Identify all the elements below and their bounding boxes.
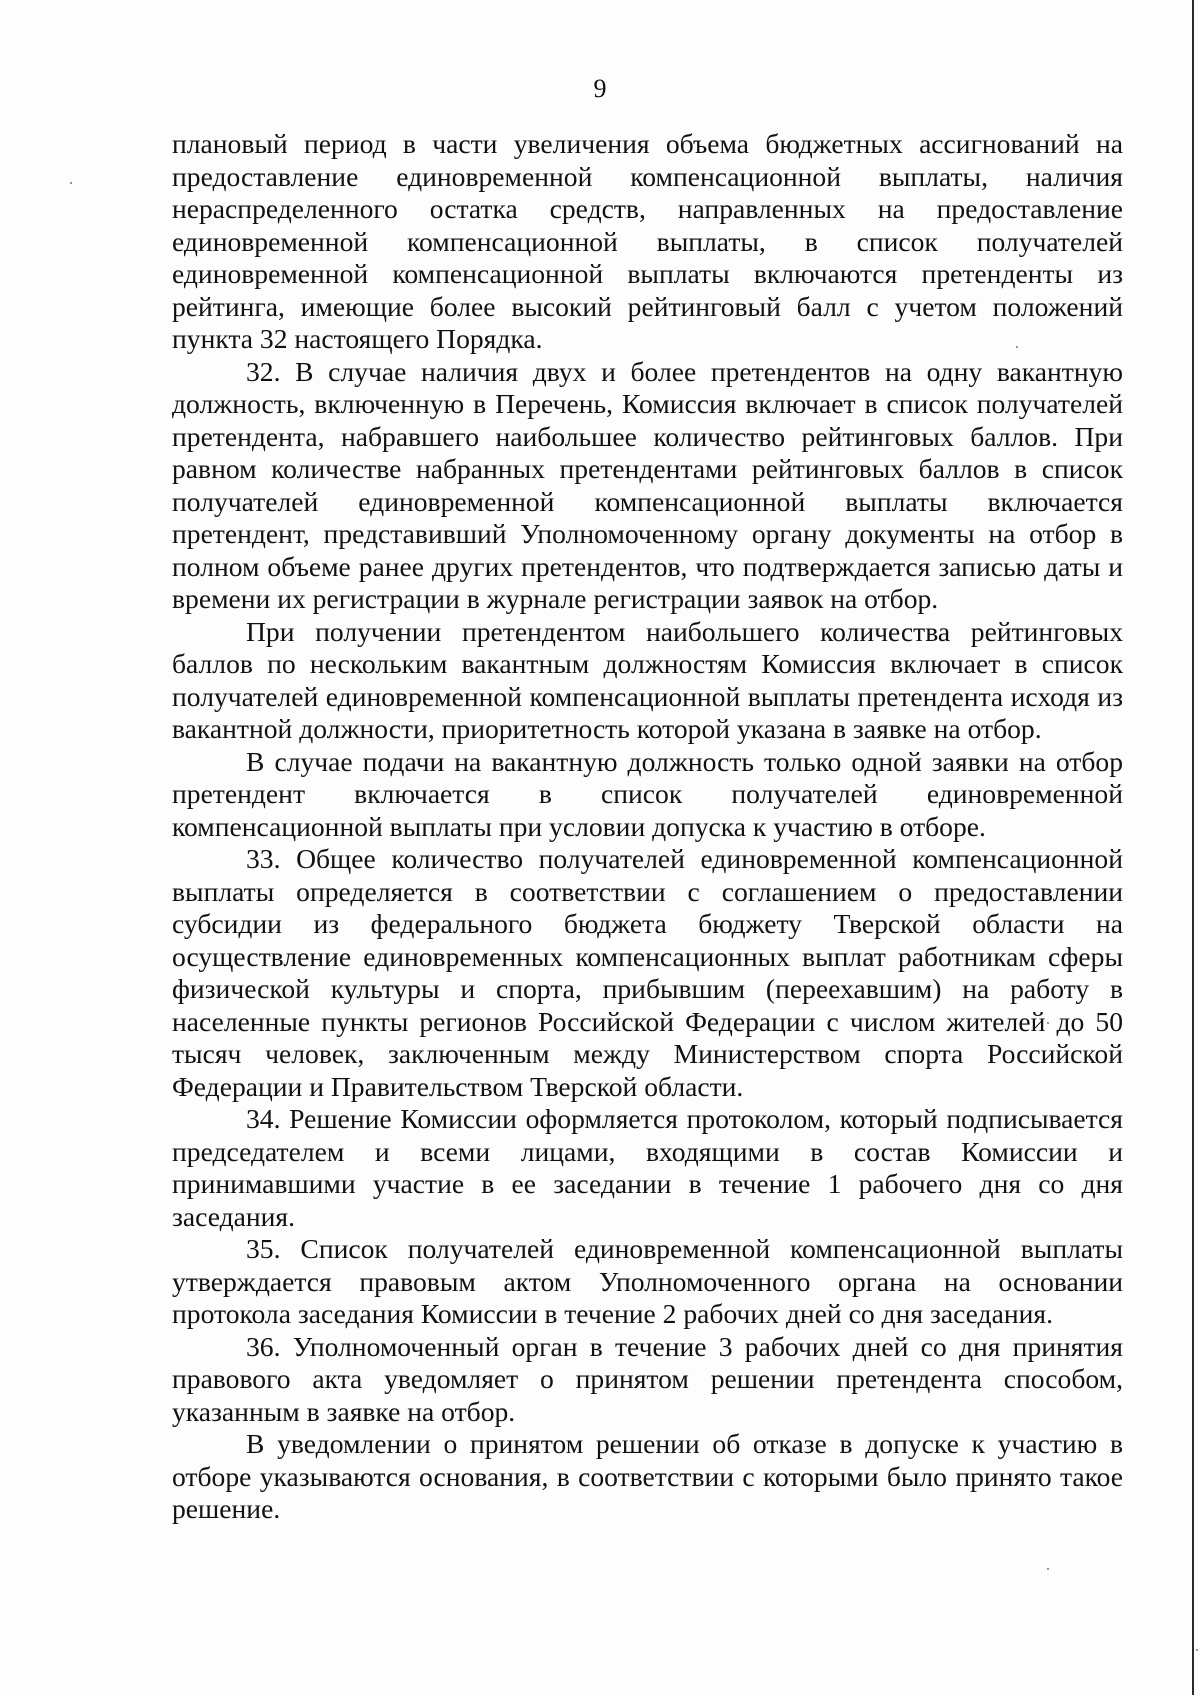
- paragraph-item-32-single-application: В случае подачи на вакантную должность только одной заявки на отбор претендент включается в список получателей единовременной компенсационной выплаты при условии допуска к участию в отборе.: [172, 745, 1123, 842]
- paragraph-item-32-priority: При получении претендентом наибольшего количества рейтинговых баллов по нескольким вакантным должностям Комиссия включает в список получателей единовременной компенсационной выплаты претендента исходя из вакантной должности, приоритетность которой указана в заявке на отбор.: [172, 615, 1123, 744]
- paragraph-continuation: плановый период в части увеличения объема бюджетных ассигнований на предоставление единовременной компенсационной выплаты, наличия нераспределенного остатка средств, направленных на предоставление единовременной компенсационной выплаты, в список получателей единовременной компенсационной выплаты включаются претенденты из рейтинга, имеющие более высокий рейтинговый балл с учетом положений пункта 32 настоящего Порядка.: [172, 128, 1123, 354]
- paragraph-item-32: 32. В случае наличия двух и более претендентов на одну вакантную должность, включенную в Перечень, Комиссия включает в список получателей претендента, набравшего наибольшее количество рейтинговых баллов. При равном количестве набранных претендентами рейтинговых баллов в список получателей единовременной компенсационной выплаты включается претендент, представивший Уполномоченному органу документы на отбор в полном объеме ранее других претендентов, что подтверждается записью даты и времени их регистрации в журнале регистрации заявок на отбор.: [172, 355, 1123, 614]
- document-body: [172, 128, 1123, 1526]
- paragraph-item-35: 35. Список получателей единовременной компенсационной выплаты утверждается правовым актом Уполномоченного органа на основании протокола заседания Комиссии в течение 2 рабочих дней со дня заседания.: [172, 1233, 1123, 1329]
- paragraph-item-36-refusal: В уведомлении о принятом решении об отказе в допуске к участию в отборе указываются основания, в соответствии с которыми было принято такое решение.: [172, 1428, 1123, 1524]
- scan-speck: [1047, 1568, 1049, 1570]
- page-number: 9: [593, 74, 607, 103]
- scan-speck: [1196, 1649, 1198, 1651]
- paragraph-item-36: 36. Уполномоченный орган в течение 3 рабочих дней со дня принятия правового акта уведомляет о принятом решении претендента способом, указанным в заявке на отбор.: [172, 1330, 1123, 1427]
- scan-border: [1192, 0, 1194, 1695]
- scan-speck: [70, 182, 72, 184]
- paragraph-item-33: 33. Общее количество получателей единовременной компенсационной выплаты определяется в соответствии с соглашением о предоставлении субсидии из федерального бюджета бюджету Тверской области на осуществление единовременных компенсационных выплат работникам сферы физической культуры и спорта, прибывшим (переехавшим) на работу в населенные пункты регионов Российской Федерации с числом жителей до 50 тысяч человек, заключенным между Министерством спорта Российской Федерации и Правительством Тверской области.: [172, 843, 1123, 1102]
- paragraph-item-34: 34. Решение Комиссии оформляется протоколом, который подписывается председателем и всеми лицами, входящими в состав Комиссии и принимавшими участие в ее заседании в течение 1 рабочего дня со дня заседания.: [172, 1103, 1123, 1232]
